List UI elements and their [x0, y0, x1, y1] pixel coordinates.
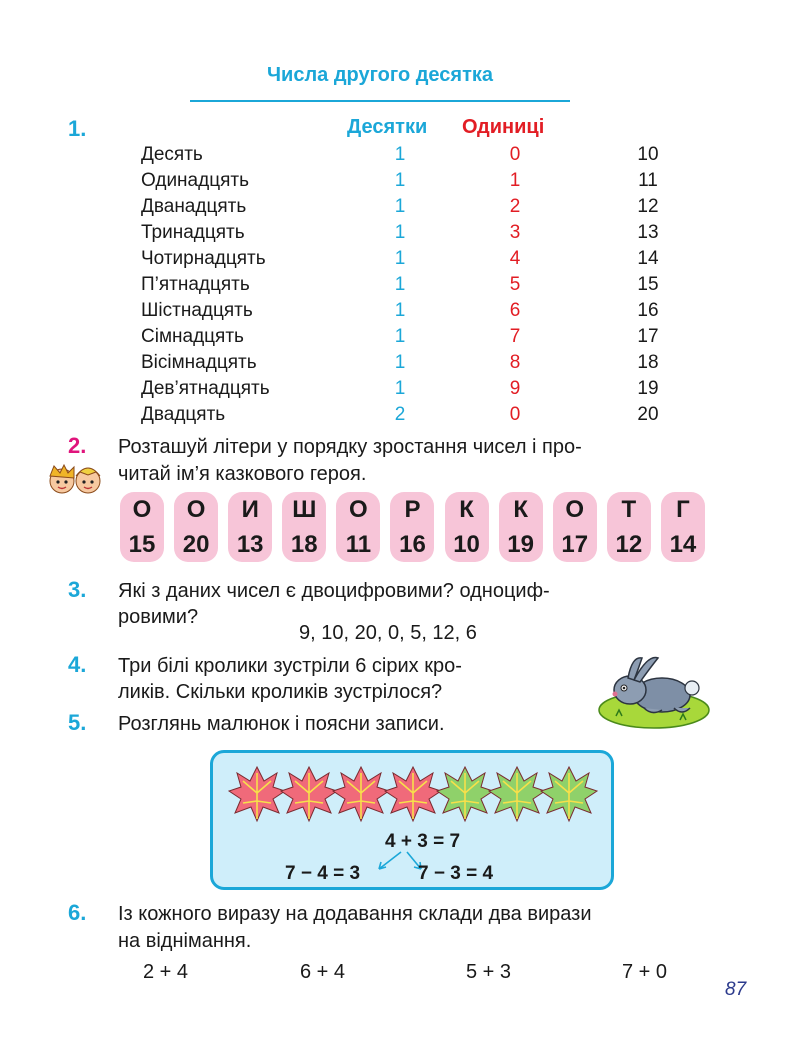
- number-word: Одинадцять: [141, 170, 249, 191]
- table-row: [0, 326, 800, 352]
- tens-digit: 1: [394, 378, 406, 399]
- ex2-number: 2.: [68, 433, 87, 458]
- tile-letter: К: [513, 495, 528, 523]
- number-word: Дванадцять: [141, 196, 247, 217]
- ex6-expr-1: 2 + 4: [143, 961, 189, 983]
- letter-tile: [553, 492, 597, 562]
- units-digit: 9: [509, 378, 521, 399]
- letter-tile: [228, 492, 272, 562]
- table-row: [0, 352, 800, 378]
- letter-tiles: [120, 492, 705, 564]
- number-word: П’ятнадцять: [141, 274, 250, 295]
- title-divider: [190, 100, 570, 102]
- children-icon: [44, 462, 106, 496]
- tens-digit: 1: [394, 274, 406, 295]
- number-value: 12: [637, 196, 659, 217]
- letter-tile: [661, 492, 705, 562]
- units-digit: 5: [509, 274, 521, 295]
- ex6-number: 6.: [68, 900, 87, 925]
- ex6-line1: Із кожного виразу на додавання склади два вирази: [118, 903, 592, 925]
- tile-letter: Т: [621, 495, 637, 523]
- ex4-line1: Три білі кролики зустріли 6 сірих кро-: [118, 655, 462, 677]
- page-title: Числа другого десятка: [266, 64, 494, 86]
- leaf-icon: [333, 767, 389, 821]
- table-row: [0, 248, 800, 274]
- number-word: Тринадцять: [141, 222, 245, 243]
- number-word: Дев’ятнадцять: [141, 378, 270, 399]
- number-value: 17: [637, 326, 659, 347]
- ex6-expr-2: 6 + 4: [300, 961, 346, 983]
- tile-letter: О: [565, 495, 585, 523]
- tile-number: 16: [399, 530, 426, 558]
- leaves-row: [213, 753, 611, 833]
- ex6-line2: на віднімання.: [118, 930, 252, 952]
- ex6-expr-4: 7 + 0: [622, 961, 668, 983]
- tens-digit: 1: [394, 352, 406, 373]
- equation-diff-1: 7 − 4 = 3: [285, 863, 361, 884]
- tile-letter: О: [349, 495, 368, 523]
- tens-digit: 1: [394, 196, 406, 217]
- table-row: [0, 404, 800, 430]
- units-digit: 1: [509, 170, 521, 191]
- page-number: 87: [725, 979, 747, 1000]
- units-digit: 0: [509, 404, 521, 425]
- tens-digit: 1: [394, 248, 406, 269]
- table-row: [0, 144, 800, 170]
- table-row: [0, 300, 800, 326]
- tens-digit: 1: [394, 326, 406, 347]
- number-word: Десять: [141, 144, 203, 165]
- table-row: [0, 222, 800, 248]
- tile-number: 15: [128, 530, 156, 558]
- tile-letter: Г: [676, 495, 690, 523]
- tens-header: Десятки: [347, 116, 428, 138]
- ex2-line2: читай ім’я казкового героя.: [118, 463, 367, 485]
- ex5-number: 5.: [68, 710, 87, 735]
- ex3-line2: ровими?: [118, 606, 199, 628]
- table-row: [0, 170, 800, 196]
- number-word: Двадцять: [141, 404, 226, 425]
- units-header: Одиниці: [462, 116, 545, 138]
- ex4-number: 4.: [68, 652, 87, 677]
- number-value: 11: [638, 170, 658, 191]
- number-word: Чотирнадцять: [141, 248, 266, 269]
- leaf-icon: [281, 767, 337, 821]
- leaf-icon: [385, 767, 441, 821]
- number-value: 10: [637, 144, 659, 165]
- ex2-line1: Розташуй літери у порядку зростання чисел і про-: [118, 436, 582, 458]
- tile-number: 17: [561, 530, 589, 558]
- tile-number: 13: [236, 530, 264, 558]
- ex3-number: 3.: [68, 577, 87, 602]
- units-digit: 8: [509, 352, 521, 373]
- letter-tile: [282, 492, 326, 562]
- units-digit: 0: [509, 144, 521, 165]
- tile-letter: Р: [404, 495, 421, 523]
- units-digit: 6: [509, 300, 521, 321]
- number-value: 18: [637, 352, 659, 373]
- leaf-icon: [229, 767, 285, 821]
- number-value: 20: [637, 404, 659, 425]
- tile-number: 12: [615, 530, 643, 558]
- letter-tile: [499, 492, 543, 562]
- tile-letter: И: [241, 495, 259, 523]
- number-value: 15: [637, 274, 659, 295]
- tens-digit: 1: [394, 222, 406, 243]
- equation-sum: 4 + 3 = 7: [385, 831, 461, 852]
- tile-number: 18: [290, 530, 318, 558]
- letter-tile: [445, 492, 489, 562]
- number-value: 19: [637, 378, 659, 399]
- ex5-line1: Розглянь малюнок і поясни записи.: [118, 713, 445, 735]
- number-value: 13: [637, 222, 659, 243]
- number-value: 16: [637, 300, 659, 321]
- ex4-line2: ликів. Скільки кроликів зустрілося?: [118, 681, 443, 703]
- tens-digit: 2: [394, 404, 406, 425]
- units-digit: 2: [509, 196, 521, 217]
- tens-digit: 1: [394, 170, 406, 191]
- tile-number: 10: [453, 530, 480, 558]
- tile-number: 20: [182, 530, 210, 558]
- tens-digit: 1: [394, 300, 406, 321]
- number-value: 14: [637, 248, 659, 269]
- units-digit: 3: [509, 222, 521, 243]
- equation-diff-2: 7 − 3 = 4: [418, 863, 494, 884]
- leaf-icon: [437, 767, 493, 821]
- tile-number: 19: [507, 530, 534, 558]
- units-digit: 7: [509, 326, 521, 347]
- letter-tile: [174, 492, 218, 562]
- tile-letter: Ш: [292, 495, 317, 523]
- ex3-numbers: 9, 10, 20, 0, 5, 12, 6: [299, 622, 477, 644]
- leaf-icon: [541, 767, 597, 821]
- table-row: [0, 196, 800, 222]
- letter-tile: [120, 492, 164, 562]
- tens-digit: 1: [394, 144, 406, 165]
- letter-tile: [390, 492, 434, 562]
- ex3-line1: Які з даних чисел є двоцифровими? одноциф-: [118, 580, 550, 602]
- letter-tile: [607, 492, 651, 562]
- tile-number: 14: [669, 530, 697, 558]
- table-row: [0, 274, 800, 300]
- tile-letter: О: [132, 495, 152, 523]
- number-word: Вісімнадцять: [141, 352, 257, 373]
- leaves-illustration-box: [210, 750, 614, 890]
- tile-letter: О: [186, 495, 206, 523]
- leaf-icon: [489, 767, 545, 821]
- ex1-number: 1.: [68, 116, 87, 141]
- table-row: [0, 378, 800, 404]
- number-word: Сімнадцять: [141, 326, 244, 347]
- rabbit-icon: [596, 650, 711, 732]
- letter-tile: [336, 492, 380, 562]
- units-digit: 4: [509, 248, 521, 269]
- ex6-expr-3: 5 + 3: [466, 961, 512, 983]
- tile-letter: К: [459, 495, 474, 523]
- number-word: Шістнадцять: [141, 300, 253, 321]
- tile-number: 11: [345, 530, 372, 558]
